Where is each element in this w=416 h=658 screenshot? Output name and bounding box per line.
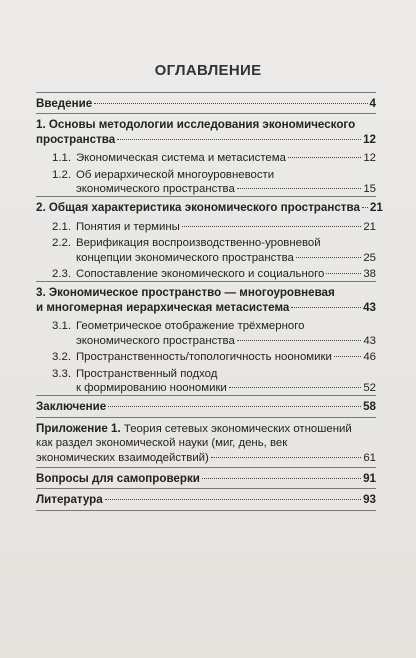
toc-entry-title: Заключение <box>36 400 107 414</box>
toc-entry-title: Теория сетевых экономических отношений <box>123 422 352 435</box>
toc-entry[interactable] <box>36 149 376 165</box>
toc-entry-number: 3.2. <box>52 351 71 364</box>
toc-entry-title: экономических взаимодействий) <box>36 451 209 464</box>
leader-dots <box>288 157 361 158</box>
leader-dots <box>326 273 361 274</box>
table-of-contents <box>36 92 383 511</box>
leader-dots <box>334 356 362 357</box>
leader-dots <box>237 340 362 341</box>
toc-entry-line <box>36 451 376 465</box>
toc-entry-line <box>52 334 376 348</box>
leader-dots <box>362 207 368 208</box>
page-number: 12 <box>363 132 376 146</box>
leader-dots <box>105 499 361 500</box>
toc-entry-text <box>52 151 286 165</box>
page-number: 91 <box>363 471 376 485</box>
toc-entry-number: 2.3. <box>52 268 71 281</box>
toc-entry-title: Пространственность/топологичность ноономики <box>76 351 332 364</box>
toc-entry-line <box>36 118 376 132</box>
leader-dots <box>211 457 361 458</box>
toc-entry-number: 3.1. <box>52 320 71 333</box>
toc-entry-title: экономического пространства <box>76 183 235 196</box>
toc-entry-title: Об иерархической многоуровневости <box>76 168 275 181</box>
toc-entry-text <box>36 201 360 215</box>
page-number: 43 <box>363 334 376 347</box>
toc-entry-title: Экономическая система и метасистема <box>76 152 286 165</box>
toc-entry-number: 1.2. <box>52 168 71 181</box>
toc-entry-line <box>52 151 376 165</box>
toc-entry[interactable] <box>36 396 376 416</box>
toc-entry-text <box>36 286 335 300</box>
toc-entry-line <box>52 319 376 333</box>
toc-entry-line <box>52 350 376 364</box>
toc-entry-number: 1.1. <box>52 152 71 165</box>
toc-entry-text <box>36 133 115 147</box>
toc-entry-text <box>36 400 106 414</box>
toc-entry-text <box>36 97 92 111</box>
toc-entry-title: Пространственный подход <box>76 367 218 380</box>
page-number: 38 <box>363 268 376 281</box>
toc-entry[interactable] <box>36 282 376 317</box>
toc-entry-title: Понятия и термины <box>76 220 180 233</box>
toc-entry-number: 3.3. <box>52 367 71 380</box>
toc-entry-line <box>36 133 376 147</box>
toc-entry-line <box>36 493 376 507</box>
toc-entry-title: Введение <box>36 97 93 110</box>
toc-entry-title: 3. Экономическое пространство — многоуровневая <box>36 286 335 300</box>
page-number: 25 <box>363 251 376 264</box>
toc-entry-title: Вопросы для самопроверки <box>36 471 200 485</box>
toc-entry-text <box>36 451 209 465</box>
toc-entry-title: к формированию ноономики <box>76 381 227 394</box>
toc-entry-line <box>52 367 376 381</box>
toc-entry-text <box>36 118 355 132</box>
toc-entry-title: экономического пространства <box>76 334 235 347</box>
page-number: 58 <box>363 400 376 414</box>
toc-entry-text <box>52 236 321 250</box>
toc-entry-text <box>52 267 324 281</box>
toc-entry-text <box>52 350 332 364</box>
toc-entry[interactable] <box>36 234 376 265</box>
toc-entry-line <box>52 251 376 265</box>
toc-entry-text <box>52 334 235 348</box>
toc-entry-text <box>52 319 304 333</box>
page-number: 21 <box>363 220 376 233</box>
toc-entry-line <box>36 422 376 436</box>
toc-entry-text <box>36 472 200 486</box>
toc-entry-line <box>52 182 376 196</box>
toc-entry-line <box>36 201 383 215</box>
toc-entry[interactable] <box>36 365 376 396</box>
toc-entry-title: концепции экономического пространства <box>76 251 294 264</box>
toc-entry[interactable] <box>36 93 376 113</box>
toc-entry-line <box>52 236 376 250</box>
page-number: 43 <box>363 300 376 314</box>
page-title: ОГЛАВЛЕНИЕ <box>154 62 262 79</box>
toc-entry-text <box>36 436 287 450</box>
toc-entry-line <box>36 400 376 414</box>
toc-entry[interactable] <box>36 166 376 197</box>
leader-dots <box>117 139 361 140</box>
toc-entry-text <box>52 251 294 265</box>
toc-entry-title: Литература <box>36 493 103 507</box>
page-number: 21 <box>369 201 383 215</box>
toc-entry-title: как раздел экономической науки (миг, день, век <box>36 437 288 450</box>
toc-entry[interactable] <box>36 114 376 149</box>
toc-entry-title: Сопоставление экономического и социального <box>76 268 325 281</box>
leader-dots <box>94 103 367 104</box>
toc-entry[interactable] <box>36 317 376 348</box>
toc-entry[interactable] <box>36 197 383 217</box>
toc-entry-line <box>36 97 376 111</box>
leader-dots <box>229 387 362 388</box>
leader-dots <box>291 307 361 308</box>
appendix-label: Приложение 1. <box>36 421 124 435</box>
toc-entry-text <box>52 220 180 234</box>
toc-entry-line <box>52 168 376 182</box>
toc-entry-title: Геометрическое отображение трёхмерного <box>76 320 305 333</box>
leader-dots <box>202 478 361 479</box>
toc-entry-title: пространства <box>36 132 116 146</box>
toc-entry[interactable] <box>36 218 376 234</box>
toc-entry-number: 2.2. <box>52 237 71 250</box>
toc-entry-text <box>52 168 274 182</box>
toc-entry-line <box>36 436 376 450</box>
toc-entry[interactable] <box>36 468 376 488</box>
toc-entry-line <box>52 267 376 281</box>
leader-dots <box>108 406 361 407</box>
toc-entry[interactable] <box>36 418 376 467</box>
toc-entry-text <box>36 422 352 436</box>
page-number: 4 <box>369 97 376 110</box>
page-number: 52 <box>363 381 376 394</box>
page-number: 12 <box>363 152 376 165</box>
toc-entry[interactable] <box>36 348 376 364</box>
leader-dots <box>237 188 362 189</box>
divider <box>36 510 376 511</box>
page-number: 93 <box>363 493 376 507</box>
toc-entry-line <box>36 472 376 486</box>
toc-entry[interactable] <box>36 489 376 509</box>
toc-entry-line <box>36 301 376 315</box>
toc-entry-title: и многомерная иерархическая метасистема <box>36 300 290 314</box>
toc-entry-line <box>52 220 376 234</box>
toc-entry-title: 2. Общая характеристика экономического пространства <box>36 201 360 215</box>
toc-entry-text <box>52 381 227 395</box>
page-number: 61 <box>363 451 376 464</box>
toc-entry-text <box>52 182 235 196</box>
toc-entry-text <box>36 493 103 507</box>
toc-entry-text <box>52 367 217 381</box>
toc-entry[interactable] <box>36 265 376 281</box>
toc-entry-title: 1. Основы методологии исследования экономического <box>36 118 356 132</box>
page-number: 15 <box>363 183 376 196</box>
toc-entry-line <box>36 286 376 300</box>
toc-entry-text <box>36 301 289 315</box>
page-number: 46 <box>363 351 376 364</box>
toc-entry-number: 2.1. <box>52 220 71 233</box>
toc-entry-line <box>52 381 376 395</box>
toc-entry-title: Верификация воспроизводственно-уровневой <box>76 237 321 250</box>
leader-dots <box>182 226 361 227</box>
leader-dots <box>296 257 362 258</box>
